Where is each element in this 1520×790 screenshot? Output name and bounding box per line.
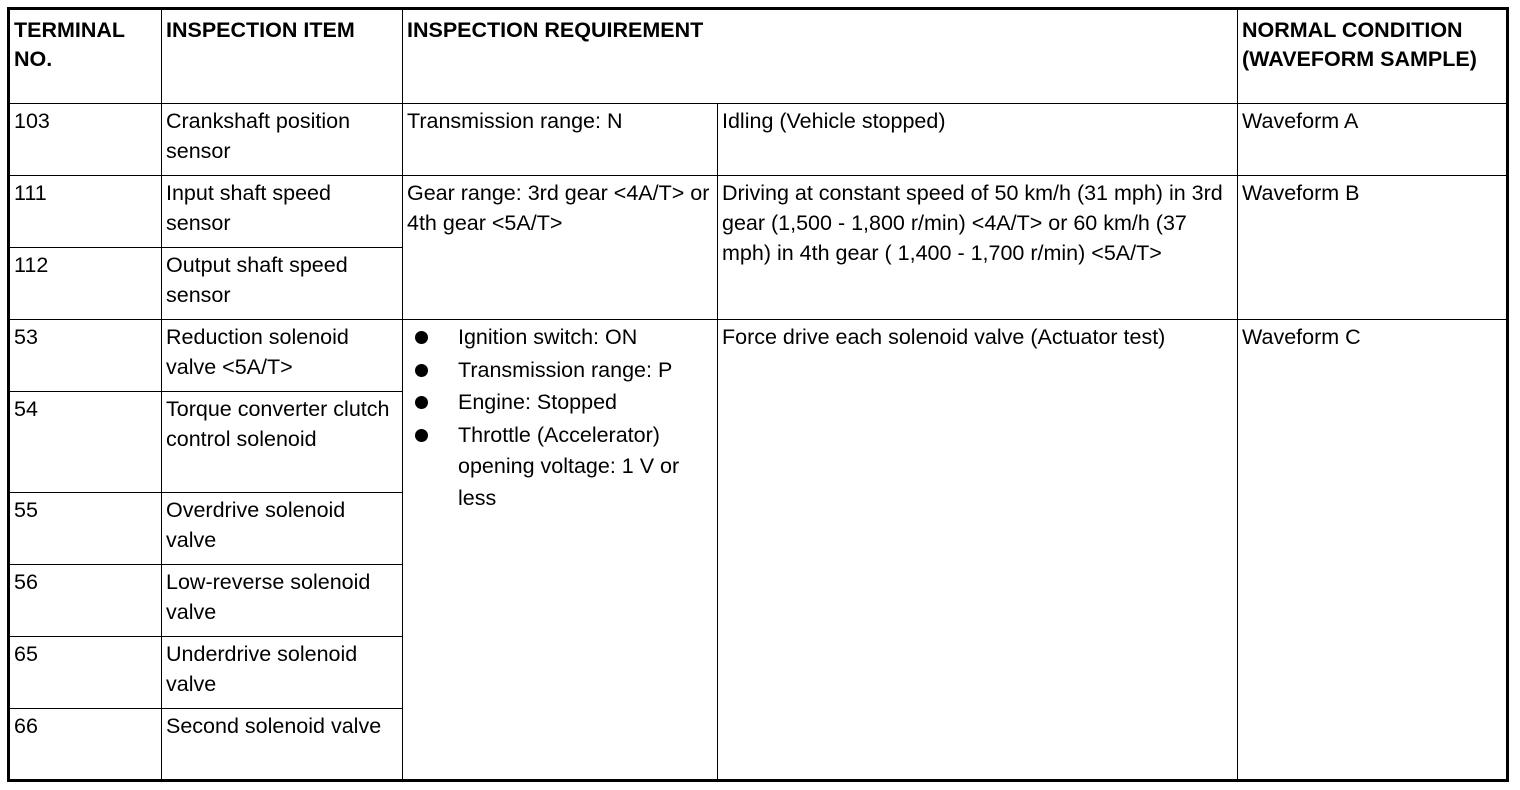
inspection-item: Input shaft speed sensor	[162, 176, 403, 248]
inspection-requirement: Gear range: 3rd gear <4A/T> or 4th gear <5A/T>	[403, 176, 718, 320]
terminal-no: 55	[9, 493, 162, 565]
terminal-no: 65	[9, 637, 162, 709]
inspection-item: Crankshaft position sensor	[162, 104, 403, 176]
list-item: Engine: Stopped	[415, 387, 713, 419]
inspection-item: Second solenoid valve	[162, 709, 403, 781]
terminal-no: 112	[9, 248, 162, 320]
inspection-requirement	[403, 320, 718, 781]
header-inspection-requirement: INSPECTION REQUIREMENT	[403, 9, 1238, 104]
inspection-item: Torque converter clutch control solenoid	[162, 392, 403, 493]
inspection-condition: Driving at constant speed of 50 km/h (31 mph) in 3rd gear (1,500 - 1,800 r/min) <4A/T> or 60 km/h (37 mph) in 4th gear ( 1,400 - 1,700 r/min) <5A/T>	[718, 176, 1238, 320]
terminal-no: 111	[9, 176, 162, 248]
normal-condition: Waveform B	[1238, 176, 1508, 320]
header-normal-condition: NORMAL CONDITION (WAVEFORM SAMPLE)	[1238, 9, 1508, 104]
bullet-icon	[415, 331, 428, 344]
bullet-icon	[415, 364, 428, 377]
header-inspection-item: INSPECTION ITEM	[162, 9, 403, 104]
terminal-no: 56	[9, 565, 162, 637]
normal-condition: Waveform A	[1238, 104, 1508, 176]
table-row	[9, 104, 1508, 176]
terminal-no: 66	[9, 709, 162, 781]
table-row	[9, 320, 1508, 392]
inspection-item: Reduction solenoid valve <5A/T>	[162, 320, 403, 392]
list-item: Throttle (Accelerator) opening voltage: 1 V or less	[415, 420, 713, 515]
inspection-item: Low-reverse solenoid valve	[162, 565, 403, 637]
terminal-no: 54	[9, 392, 162, 493]
header-terminal-no: TERMINAL NO.	[9, 9, 162, 104]
bullet-icon	[415, 396, 428, 409]
list-item: Transmission range: P	[415, 355, 713, 387]
requirement-list	[407, 322, 713, 514]
inspection-condition: Idling (Vehicle stopped)	[718, 104, 1238, 176]
table-row	[9, 176, 1508, 248]
inspection-condition: Force drive each solenoid valve (Actuator test)	[718, 320, 1238, 781]
header-row	[9, 9, 1508, 104]
normal-condition: Waveform C	[1238, 320, 1508, 781]
inspection-requirement: Transmission range: N	[403, 104, 718, 176]
inspection-item: Output shaft speed sensor	[162, 248, 403, 320]
terminal-no: 103	[9, 104, 162, 176]
inspection-item: Overdrive solenoid valve	[162, 493, 403, 565]
inspection-table	[7, 7, 1509, 782]
terminal-no: 53	[9, 320, 162, 392]
inspection-item: Underdrive solenoid valve	[162, 637, 403, 709]
list-item: Ignition switch: ON	[415, 322, 713, 354]
bullet-icon	[415, 429, 428, 442]
